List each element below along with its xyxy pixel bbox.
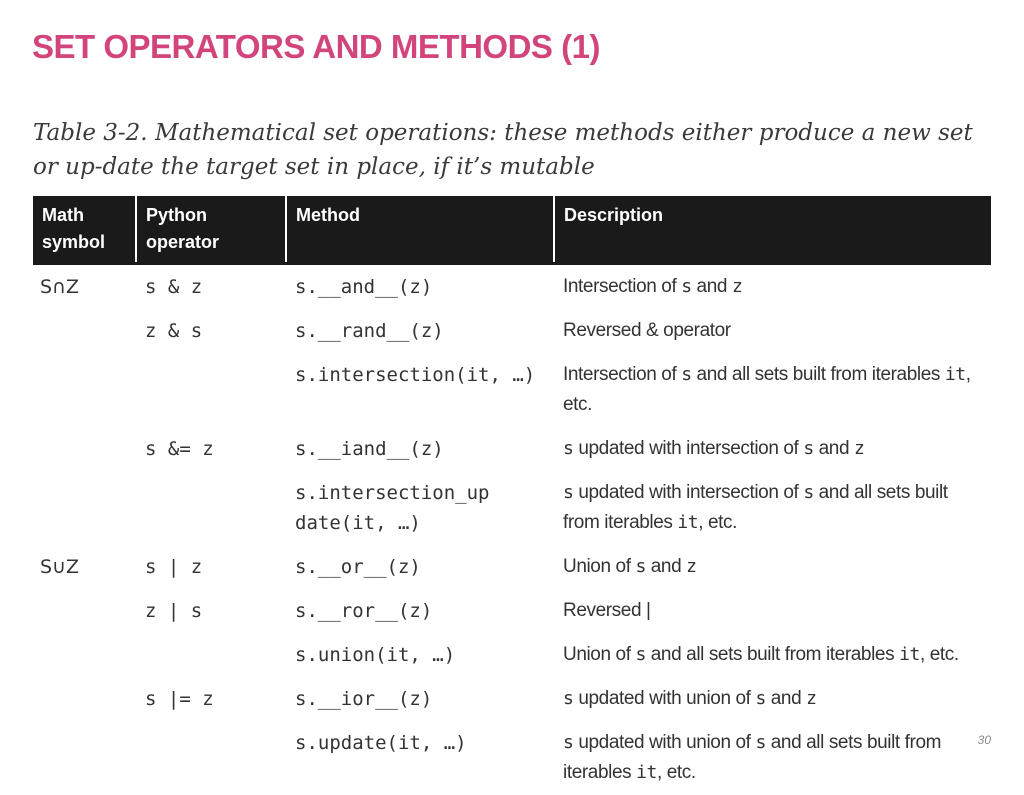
code-token: s [635, 644, 645, 665]
description-cell [554, 309, 991, 353]
table-row [33, 589, 991, 633]
math-symbol-cell [33, 677, 136, 721]
math-symbol-cell [33, 471, 136, 545]
method-cell: s.__ior__(z) [286, 677, 554, 721]
python-operator-cell [136, 353, 286, 427]
python-operator-cell: s | z [136, 545, 286, 589]
header-description: Description [554, 196, 991, 264]
method-cell: s.intersection(it, …) [286, 353, 554, 427]
description-text: and all sets built from iterables [563, 732, 941, 783]
description-text: , etc. [698, 512, 737, 533]
code-token: s [681, 276, 691, 297]
header-python-operator: Python operator [136, 196, 286, 264]
table-row [33, 471, 991, 545]
table-row [33, 309, 991, 353]
header-math-symbol: Math symbol [33, 196, 136, 264]
python-operator-cell: s |= z [136, 677, 286, 721]
table-row [33, 545, 991, 589]
page-number: 30 [978, 733, 991, 747]
code-token: s [755, 732, 765, 753]
header-method: Method [286, 196, 554, 264]
description-text: updated with union of [573, 688, 755, 709]
description-cell [554, 677, 991, 721]
table-row [33, 353, 991, 427]
description-text: updated with intersection of [573, 438, 803, 459]
method-cell: s.__and__(z) [286, 264, 554, 310]
description-cell [554, 427, 991, 471]
description-text: Reversed & operator [563, 320, 731, 341]
description-text: and all sets built from iterables [646, 644, 899, 665]
method-cell: s.intersection_up date(it, …) [286, 471, 554, 545]
description-text: Reversed | [563, 600, 651, 621]
description-cell [554, 633, 991, 677]
table-caption [33, 116, 993, 184]
table-caption-label: Table 3-2. [33, 120, 148, 146]
table-body [33, 264, 991, 795]
code-token: s [563, 438, 573, 459]
code-token: z [806, 688, 816, 709]
code-token: it [677, 512, 698, 533]
table-row [33, 264, 991, 310]
table-caption-text: Mathematical set operations: these methods either produce a new set or up-date the target set in place, if it’s mutable [33, 120, 973, 180]
description-cell [554, 721, 991, 795]
description-text: , etc. [920, 644, 959, 665]
code-token: it [945, 364, 966, 385]
math-symbol-cell: S∩Z [33, 264, 136, 310]
table-row [33, 427, 991, 471]
python-operator-cell: s &= z [136, 427, 286, 471]
code-token: s [803, 438, 813, 459]
python-operator-cell [136, 721, 286, 795]
python-operator-cell [136, 633, 286, 677]
description-text: updated with intersection of [573, 482, 803, 503]
code-token: z [732, 276, 742, 297]
math-symbol-cell [33, 589, 136, 633]
method-cell: s.update(it, …) [286, 721, 554, 795]
method-cell: s.__rand__(z) [286, 309, 554, 353]
math-symbol-cell [33, 309, 136, 353]
method-cell: s.__or__(z) [286, 545, 554, 589]
description-cell [554, 589, 991, 633]
code-token: it [636, 762, 657, 783]
description-cell [554, 545, 991, 589]
code-token: z [854, 438, 864, 459]
description-text: Union of [563, 644, 635, 665]
code-token: s [563, 688, 573, 709]
python-operator-cell: z | s [136, 589, 286, 633]
math-symbol-cell [33, 633, 136, 677]
description-text: Intersection of [563, 276, 681, 297]
description-cell [554, 264, 991, 310]
description-text: , etc. [563, 364, 971, 415]
set-operations-table [33, 196, 991, 795]
description-text: and all sets built from iterables [692, 364, 945, 385]
code-token: it [899, 644, 920, 665]
code-token: s [563, 482, 573, 503]
description-text: and all sets built from iterables [563, 482, 948, 533]
code-token: s [563, 732, 573, 753]
method-cell: s.__iand__(z) [286, 427, 554, 471]
math-symbol-cell [33, 721, 136, 795]
math-symbol-cell [33, 427, 136, 471]
slide-title: SET OPERATORS AND METHODS (1) [32, 28, 600, 66]
description-text: and [646, 556, 686, 577]
description-cell [554, 353, 991, 427]
code-token: s [681, 364, 691, 385]
python-operator-cell: s & z [136, 264, 286, 310]
method-cell: s.__ror__(z) [286, 589, 554, 633]
code-token: s [755, 688, 765, 709]
description-text: Union of [563, 556, 635, 577]
math-symbol-cell [33, 353, 136, 427]
math-symbol-cell: S∪Z [33, 545, 136, 589]
python-operator-cell: z & s [136, 309, 286, 353]
code-token: s [803, 482, 813, 503]
table-header-row [33, 196, 991, 264]
description-text: Intersection of [563, 364, 681, 385]
description-text: and [766, 688, 806, 709]
description-text: and [692, 276, 732, 297]
method-cell: s.union(it, …) [286, 633, 554, 677]
code-token: s [635, 556, 645, 577]
description-text: updated with union of [573, 732, 755, 753]
table-row [33, 633, 991, 677]
description-cell [554, 471, 991, 545]
code-token: z [686, 556, 696, 577]
table-row [33, 677, 991, 721]
table-row [33, 721, 991, 795]
description-text: , etc. [657, 762, 696, 783]
python-operator-cell [136, 471, 286, 545]
description-text: and [814, 438, 854, 459]
